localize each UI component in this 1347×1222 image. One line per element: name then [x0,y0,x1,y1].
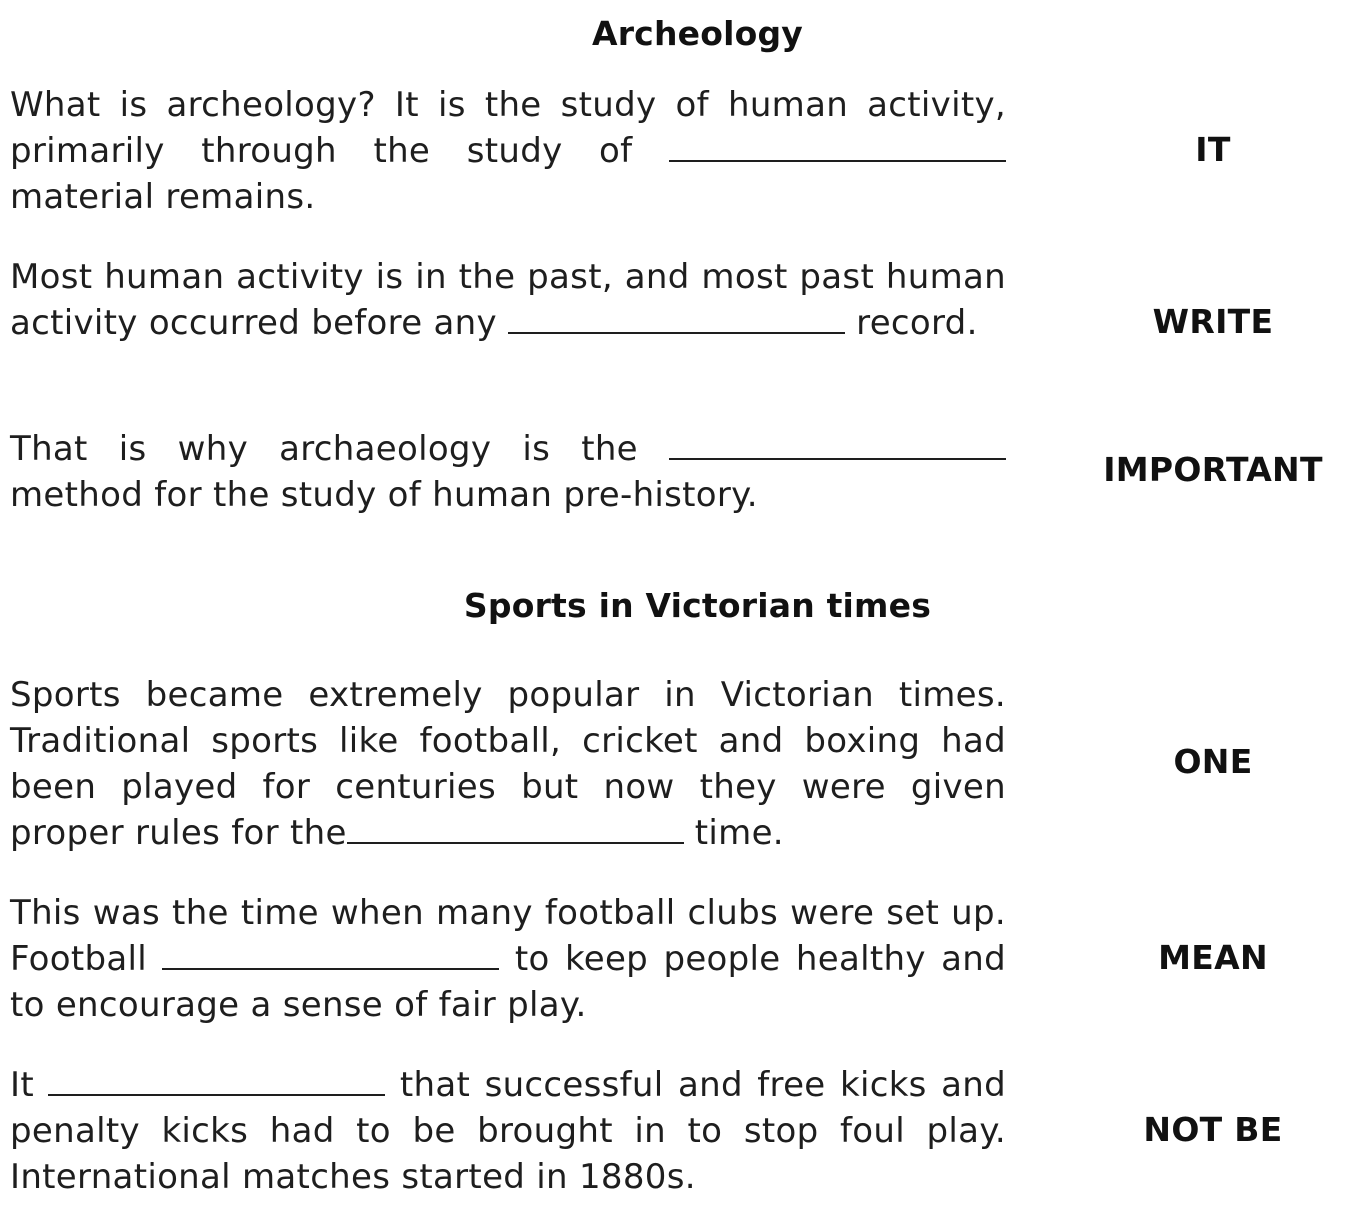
section-title-sports-victorian: Sports in Victorian times [463,586,932,625]
answer-blank[interactable] [508,322,845,334]
exercise-item-1 [10,82,1337,220]
answer-blank[interactable] [162,958,499,970]
answer-blank[interactable] [347,832,684,844]
exercise-sentence [10,890,1006,1028]
keyword: ONE [1173,742,1253,781]
exercise-sentence [10,426,1006,518]
keyword: MEAN [1158,938,1268,977]
exercise-item-6 [10,1062,1337,1200]
sentence-text-before: Most human activity is in the past, and most past human activity occurred before any [10,257,1006,343]
sentence-text-before: This was the time when many football clubs were set up. Football [10,893,1006,979]
sentence-text-before: It [10,1065,34,1105]
sentence-text-after: method for the study of human pre-history. [10,475,758,515]
sentence-text-before: Sports became extremely popular in Victorian times. Traditional sports like football, cricket and boxing had been played for centuries but now they were given proper rules for the [10,675,1006,853]
answer-blank[interactable] [48,1084,385,1096]
keyword: IT [1195,130,1231,169]
exercise-sentence [10,254,1006,346]
keyword: WRITE [1152,302,1274,341]
sentence-text-after: that successful and free kicks and penalty kicks had to be brought in to stop foul play. International matches started in 1880s. [10,1065,1007,1197]
answer-blank[interactable] [669,150,1006,162]
answer-blank[interactable] [669,448,1006,460]
sentence-text-after: material remains. [10,177,316,217]
section-title-archeology: Archeology [591,14,804,53]
exercise-item-4 [10,672,1337,856]
sentence-text-before: That is why archaeology is the [10,429,638,469]
exercise-sentence [10,672,1006,856]
keyword: IMPORTANT [1103,450,1323,489]
exercise-sentence [10,1062,1006,1200]
exercise-item-3 [10,426,1337,518]
sentence-text-after: time. [694,813,784,853]
exercise-item-2 [10,254,1337,346]
exercise-sentence [10,82,1006,220]
sentence-text-after: record. [856,303,978,343]
sentence-text-after: to keep people healthy and to encourage a sense of fair play. [10,939,1007,1025]
keyword: NOT BE [1143,1110,1283,1149]
sentence-text-before: What is archeology? It is the study of human activity, primarily through the study of [10,85,1006,171]
exercise-item-5 [10,890,1337,1028]
